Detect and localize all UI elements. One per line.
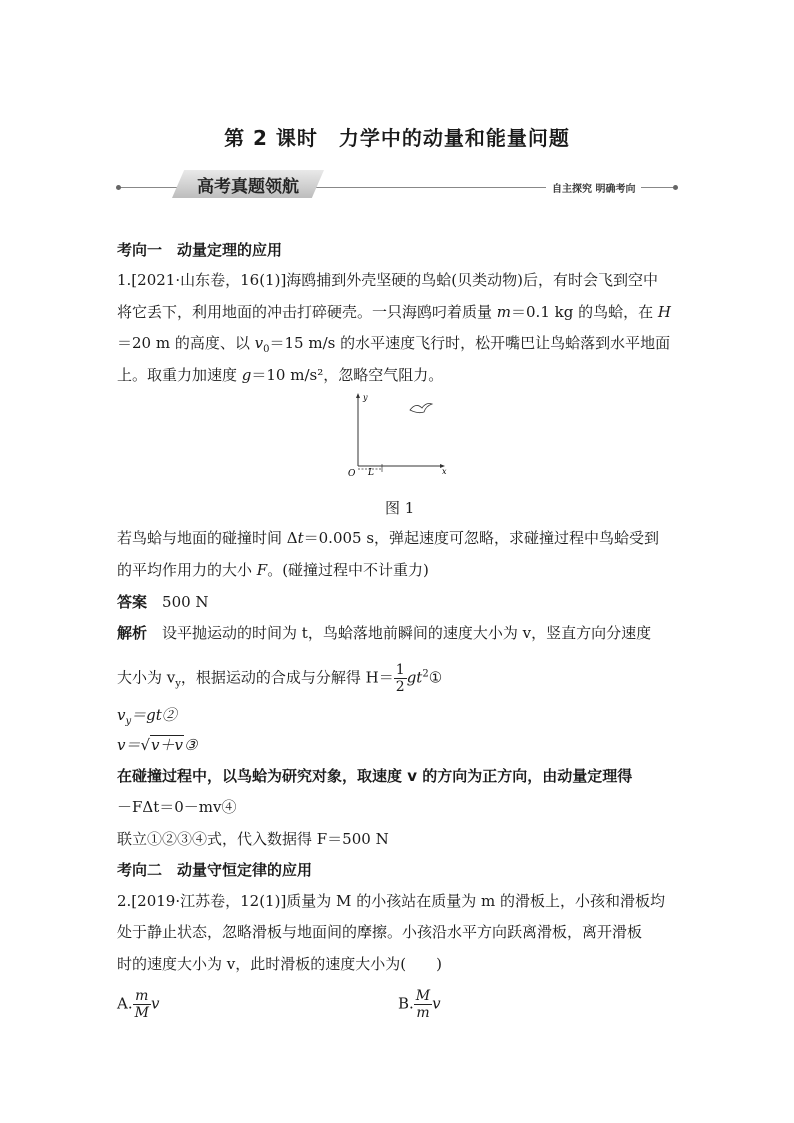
section-heading-1: 考向一 动量定理的应用 [117,241,283,259]
banner-subtitle: 自主探究 明确考向 [546,180,641,195]
q2-line-3: 时的速度大小为 v，此时滑板的速度大小为( ) [117,955,442,973]
option-b: B. $\frac{M}{m}$ v [398,988,441,1021]
banner-label: 高考真题领航 [197,177,299,197]
q1-line-5: 若鸟蛤与地面的碰撞时间 Δt＝0.005 s，弹起速度可忽略，求碰撞过程中鸟蛤受到 [117,529,660,547]
analysis-line-5: 在碰撞过程中，以鸟蛤为研究对象，取速度 v 的方向为正方向，由动量定理得 [117,767,633,785]
banner-right-dot [673,185,678,190]
q1-line-2: 将它丢下，利用地面的冲击打碎硬壳。一只海鸥叼着质量 m＝0.1 kg 的鸟蛤，在 H [117,303,671,321]
analysis-line-1: 解析 设平抛运动的时间为 t，鸟蛤落地前瞬间的速度大小为 v，竖直方向分速度 [117,624,652,642]
x-label: x [442,467,447,476]
answer-value: 500 N [162,593,209,611]
y-arrow [356,393,360,398]
q2-line-2: 处于静止状态，忽略滑板与地面间的摩擦。小孩沿水平方向跃离滑板，离开滑板 [117,923,643,941]
q2-line-1: 2.[2019·江苏卷，12(1)]质量为 M 的小孩站在质量为 m 的滑板上，小孩和滑板均 [117,892,665,910]
answer-label: 答案 [117,593,148,611]
answer-line [117,592,209,612]
banner-left-dot [116,185,121,190]
figure-1-diagram [330,388,460,488]
fraction-half: $\frac{1}{2}$ [395,662,405,695]
q1-line-1: 1.[2021·山东卷，16(1)]海鸥捕到外壳坚硬的鸟蛤(贝类动物)后，有时会飞到空中 [117,271,658,289]
equation-3: v＝√v＋v③ [117,736,198,754]
equation-4: －FΔt＝0－mv④ [117,798,237,816]
figure-caption: 图 1 [385,499,415,517]
L-label: L [368,468,374,478]
equation-2: $v_y=gt②$ [117,706,177,727]
page-title: 第 2 课时 力学中的动量和能量问题 [224,126,570,150]
seagull-icon [410,404,432,413]
q1-line-4: 上。取重力加速度 g＝10 m/s²，忽略空气阻力。 [117,366,444,384]
section-heading-2: 考向二 动量守恒定律的应用 [117,861,313,879]
origin-label: O [348,469,356,479]
analysis-line-7: 联立①②③④式，代入数据得 F＝500 N [117,830,389,848]
analysis-label: 解析 [117,624,148,642]
q1-line-6: 的平均作用力的大小 F。(碰撞过程中不计重力) [117,561,429,579]
analysis-line-2: 大小为 $v_y$，根据运动的合成与分解得 H＝ $\frac{1}{2}$ $gt^2①$ [117,662,443,695]
y-label: y [363,393,368,402]
q1-line-3: ＝20 m 的高度、以 $v_0=15$ m/s 的水平速度飞行时，松开嘴巴让鸟蛤落到水平地面 [117,334,671,355]
option-a: A. $\frac{m}{M}$ v [117,988,160,1021]
